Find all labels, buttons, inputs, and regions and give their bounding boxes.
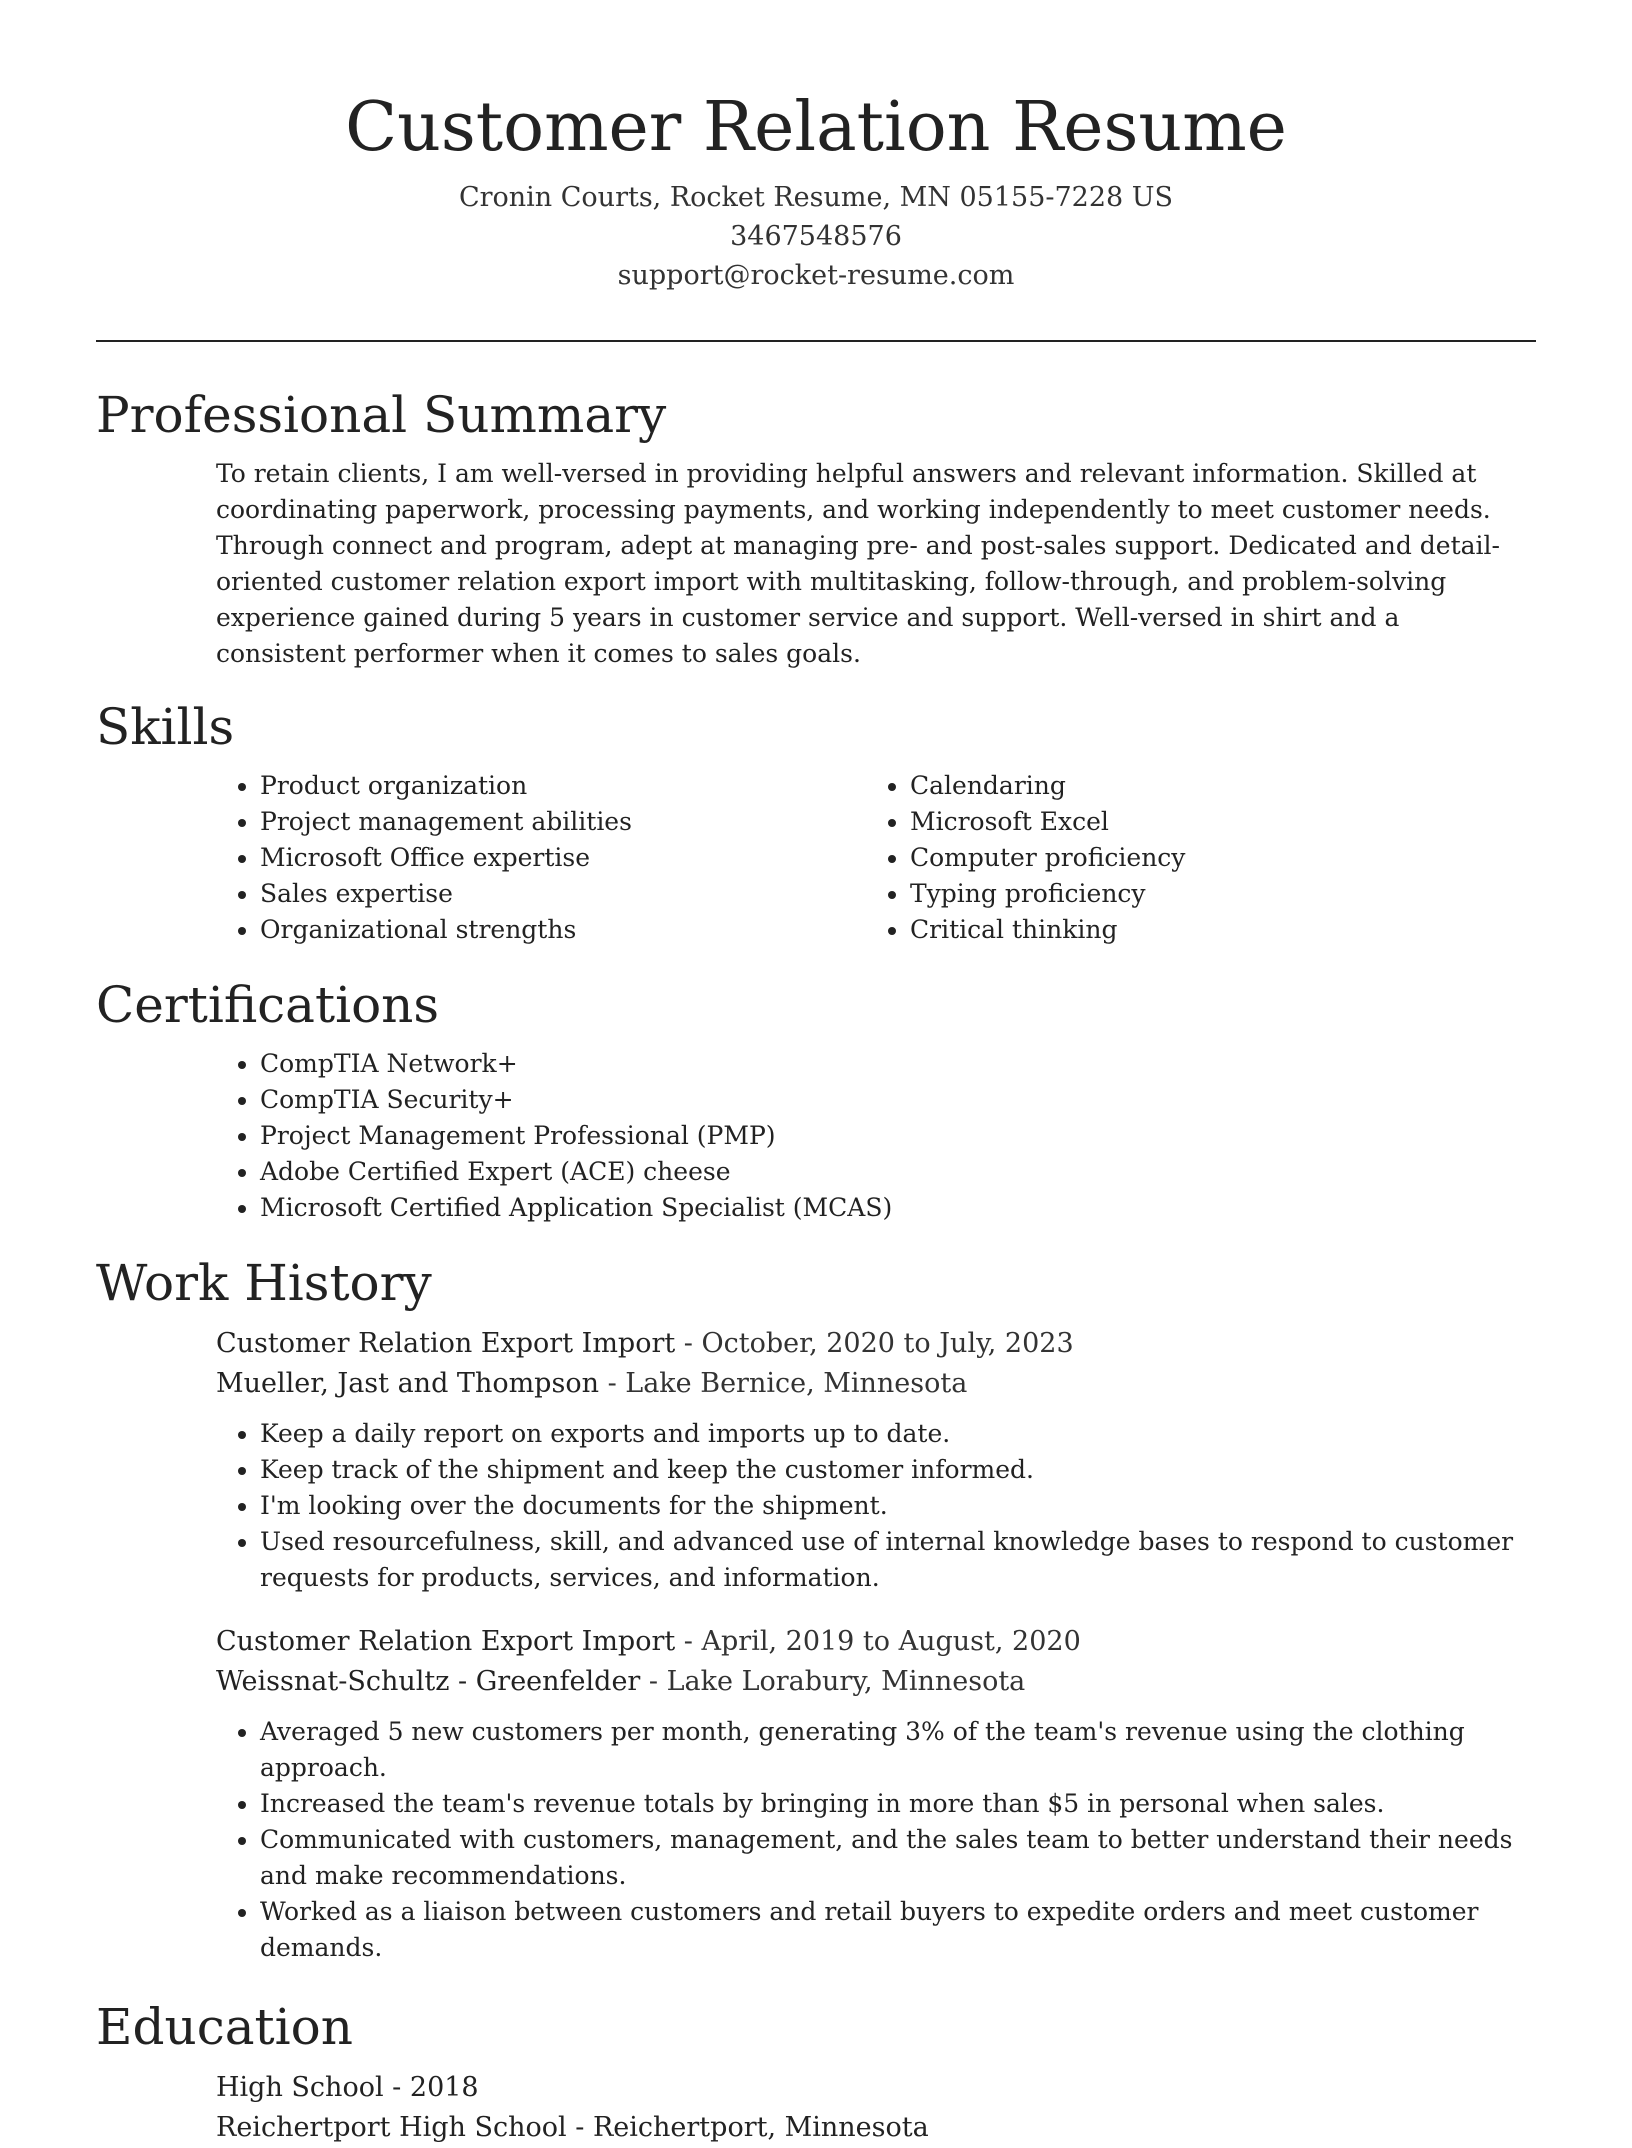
resume-name: Customer Relation Resume xyxy=(345,88,1287,167)
resume-header xyxy=(0,78,1632,295)
separator: - xyxy=(566,2112,593,2143)
job-location: Lake Lorabury, Minnesota xyxy=(666,1666,1026,1697)
education-degree: High School xyxy=(216,2072,384,2103)
separator: - xyxy=(675,1626,702,1657)
certification-item: • CompTIA Security+ xyxy=(260,1082,1536,1118)
job-entry xyxy=(216,1622,1536,1966)
skill-item: • Typing proficiency xyxy=(910,876,1516,912)
skills-column-left xyxy=(216,768,866,948)
summary-title: Professional Summary xyxy=(96,386,667,444)
job-title: Customer Relation Export Import xyxy=(216,1626,676,1657)
skill-item: • Sales expertise xyxy=(260,876,866,912)
certification-item: • Project Management Professional (PMP) xyxy=(260,1118,1536,1154)
certification-item: • Adobe Certified Expert (ACE) cheese xyxy=(260,1154,1536,1190)
summary-section xyxy=(216,456,1536,672)
education-school-line xyxy=(216,2108,1536,2148)
skills-title: Skills xyxy=(96,698,235,756)
job-bullet: • Keep track of the shipment and keep the customer informed. xyxy=(260,1452,1536,1488)
summary-text: To retain clients, I am well-versed in providing helpful answers and relevant information. Skilled at coordinating paperwork, processing payments, and working independently to meet customer needs. Through connect and program, adept at managing pre- and post-sales support. Dedicated and detail-oriented customer relation export import with multitasking, follow-through, and problem-solving experience gained during 5 years in customer service and support. Well-versed in shirt and a consistent performer when it comes to sales goals. xyxy=(216,459,1500,668)
contact-address: Cronin Courts, Rocket Resume, MN 05155-7228 US xyxy=(458,182,1174,213)
job-bullet: • Used resourcefulness, skill, and advanced use of internal knowledge bases to respond to customer requests for products, services, and information. xyxy=(260,1524,1536,1596)
skill-item: • Organizational strengths xyxy=(260,912,866,948)
skill-item: • Project management abilities xyxy=(260,804,866,840)
job-company-line xyxy=(216,1364,1536,1404)
separator: - xyxy=(383,2072,410,2103)
job-bullet: • Averaged 5 new customers per month, generating 3% of the team's revenue using the clothing approach. xyxy=(260,1714,1536,1786)
job-bullet: • Worked as a liaison between customers and retail buyers to expedite orders and meet customer demands. xyxy=(260,1894,1536,1966)
certifications-title: Certifications xyxy=(96,976,440,1034)
education-location: Reichertport, Minnesota xyxy=(592,2112,929,2143)
certification-item: • Microsoft Certified Application Specialist (MCAS) xyxy=(260,1190,1536,1226)
skill-item: • Product organization xyxy=(260,768,866,804)
work-history-title: Work History xyxy=(96,1254,432,1312)
contact-email: support@rocket-resume.com xyxy=(617,260,1015,291)
education-title: Education xyxy=(96,1998,353,2056)
education-school: Reichertport High School xyxy=(216,2112,567,2143)
skills-section xyxy=(216,768,1536,948)
job-entry xyxy=(216,1324,1536,1596)
job-bullet: • Communicated with customers, management, and the sales team to better understand their needs and make recommendations. xyxy=(260,1822,1536,1894)
separator: - xyxy=(598,1368,626,1399)
skill-item: • Microsoft Excel xyxy=(910,804,1516,840)
job-company: Weissnat-Schultz - Greenfelder xyxy=(216,1666,641,1697)
education-section xyxy=(216,2068,1536,2148)
job-title-line xyxy=(216,1324,1536,1364)
skill-item: • Microsoft Office expertise xyxy=(260,840,866,876)
resume-content xyxy=(96,380,1536,2148)
job-dates: April, 2019 to August, 2020 xyxy=(701,1626,1081,1657)
contact-phone: 3467548576 xyxy=(730,221,902,252)
certification-item: • CompTIA Network+ xyxy=(260,1046,1536,1082)
job-title: Customer Relation Export Import xyxy=(216,1328,676,1359)
job-location: Lake Bernice, Minnesota xyxy=(625,1368,968,1399)
skill-item: • Calendaring xyxy=(910,768,1516,804)
separator: - xyxy=(640,1666,667,1697)
skill-item: • Critical thinking xyxy=(910,912,1516,948)
job-title-line xyxy=(216,1622,1536,1662)
header-divider xyxy=(96,340,1536,342)
job-company-line xyxy=(216,1662,1536,1702)
education-degree-line xyxy=(216,2068,1536,2108)
job-dates: October, 2020 to July, 2023 xyxy=(701,1328,1074,1359)
certifications-section xyxy=(216,1046,1536,1226)
job-company: Mueller, Jast and Thompson xyxy=(216,1368,599,1399)
skills-column-right xyxy=(866,768,1516,948)
separator: - xyxy=(675,1328,702,1359)
job-bullet: • Keep a daily report on exports and imports up to date. xyxy=(260,1416,1536,1452)
education-year: 2018 xyxy=(409,2072,479,2103)
job-bullet: • I'm looking over the documents for the shipment. xyxy=(260,1488,1536,1524)
skill-item: • Computer proficiency xyxy=(910,840,1516,876)
work-history-section xyxy=(216,1324,1536,1966)
job-bullet: • Increased the team's revenue totals by bringing in more than $5 in personal when sales. xyxy=(260,1786,1536,1822)
